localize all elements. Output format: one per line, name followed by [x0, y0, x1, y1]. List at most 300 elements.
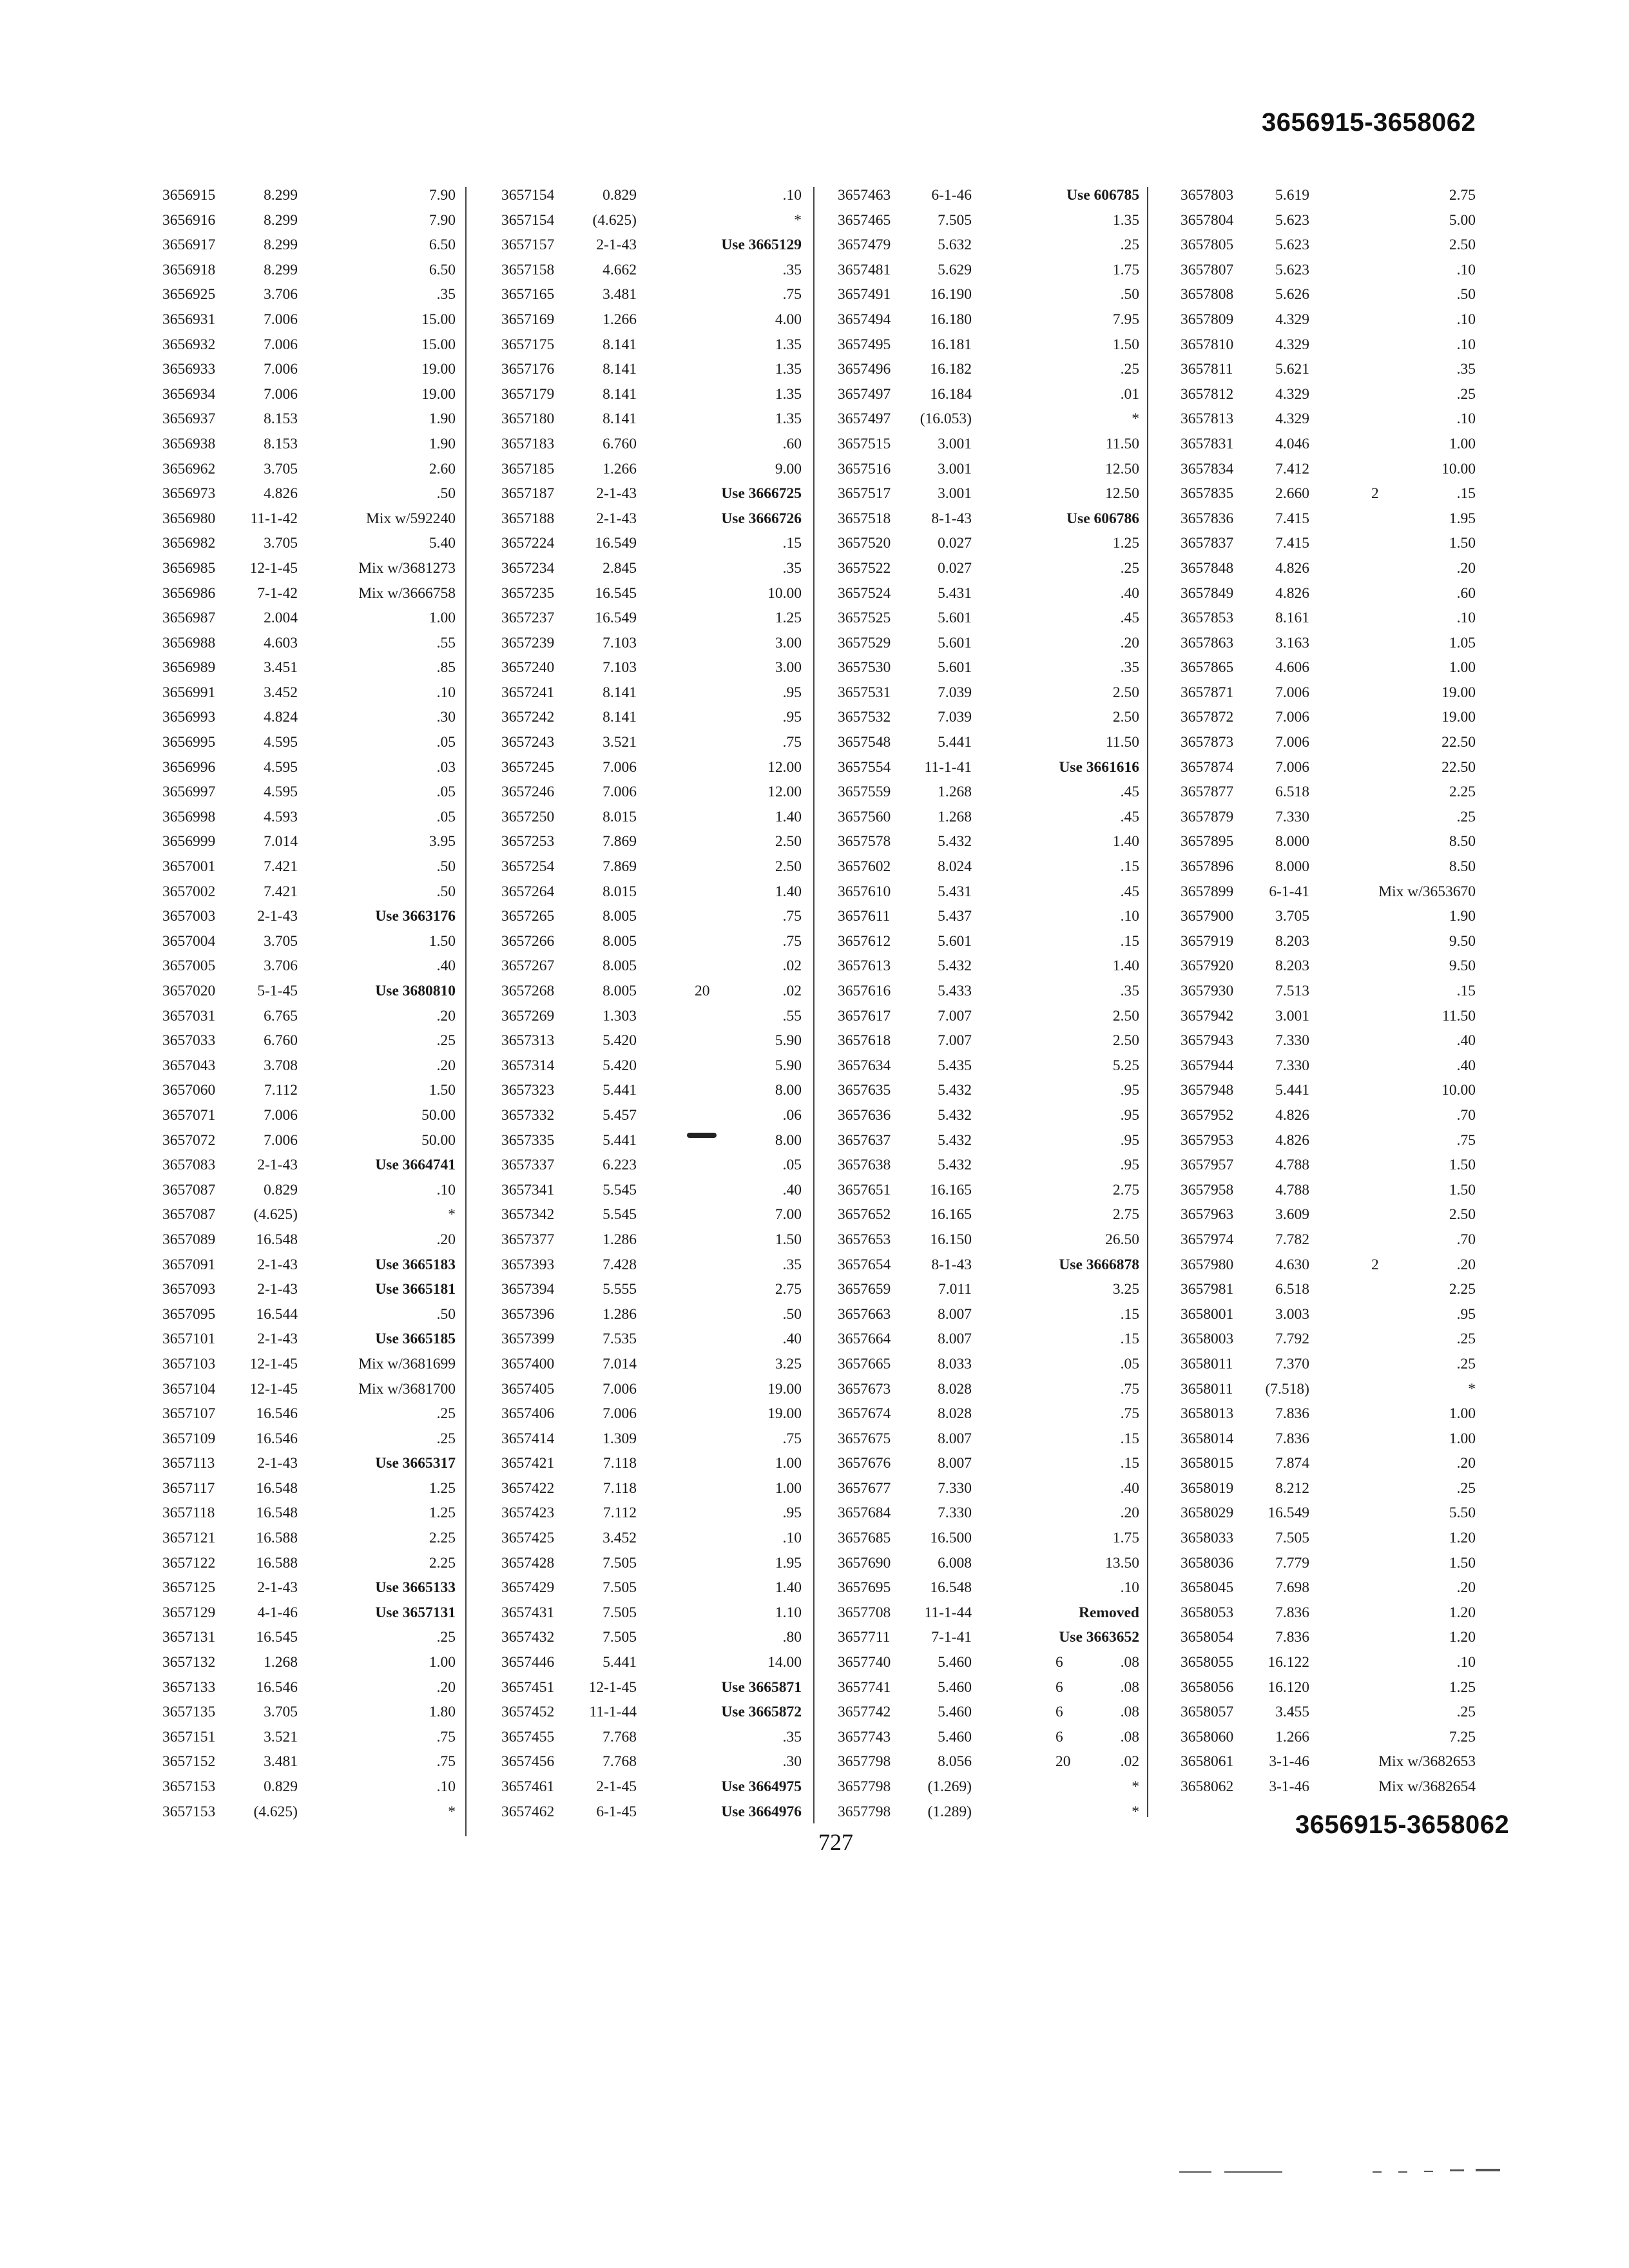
list-value: Mix w/3682653: [1378, 1753, 1476, 1771]
part-number: 3657129: [162, 1604, 216, 1621]
list-value: .15: [1120, 932, 1139, 950]
price-or-date: 5.545: [602, 1206, 637, 1224]
table-row: [501, 1103, 804, 1128]
table-row: [1181, 1277, 1477, 1302]
list-value: 1.90: [1449, 908, 1476, 925]
table-row: [838, 1078, 1142, 1103]
list-value: .25: [436, 1430, 456, 1447]
table-row: [1181, 1427, 1477, 1452]
list-value: Use 3663176: [375, 908, 456, 925]
price-or-date: 8.141: [602, 410, 637, 428]
list-value: .10: [1456, 311, 1476, 328]
part-number: 3657003: [162, 908, 216, 925]
part-number: 3657611: [838, 908, 891, 925]
list-value: 5.40: [429, 535, 456, 552]
table-row: [838, 1800, 1142, 1825]
part-number: 3656999: [162, 833, 216, 850]
list-value: 15.00: [421, 336, 456, 353]
price-or-date: 7.103: [602, 634, 637, 651]
list-value: .35: [782, 559, 802, 577]
table-row: [838, 307, 1142, 332]
part-number: 3658014: [1181, 1430, 1234, 1447]
list-value: 1.80: [429, 1704, 456, 1721]
table-row: [1181, 1476, 1477, 1501]
price-or-date: 16.165: [930, 1181, 972, 1198]
list-value: .45: [1120, 610, 1139, 627]
part-number: 3657400: [501, 1355, 555, 1372]
part-number: 3657087: [162, 1181, 216, 1198]
table-row: [838, 1327, 1142, 1352]
price-or-date: 3.001: [938, 485, 972, 503]
price-or-date: 16.548: [256, 1504, 298, 1522]
price-or-date: 7.505: [1275, 1530, 1309, 1547]
part-number: 3658033: [1181, 1530, 1234, 1547]
table-row: [501, 1575, 804, 1600]
list-value: 1.35: [1112, 211, 1139, 229]
table-row: [162, 1153, 461, 1178]
part-number: 3657185: [501, 460, 555, 477]
price-or-date: 8.005: [602, 932, 637, 950]
list-value: 9.00: [775, 460, 802, 477]
list-value: .15: [1120, 1305, 1139, 1323]
list-value: 1.00: [429, 1654, 456, 1671]
price-or-date: 7.330: [1275, 808, 1309, 825]
price-or-date: 7.006: [602, 783, 637, 801]
price-or-date: 8.007: [938, 1430, 972, 1447]
price-or-date: 2-1-43: [596, 510, 637, 527]
part-number: 3657429: [501, 1579, 555, 1597]
table-row: [1181, 1625, 1477, 1650]
list-value: 1.40: [775, 883, 802, 900]
part-number: 3656986: [162, 584, 216, 602]
part-number: 3657810: [1181, 336, 1234, 353]
list-value: .40: [1456, 1057, 1476, 1074]
list-value: .50: [1120, 286, 1139, 303]
table-row: [162, 929, 461, 954]
part-number: 3657240: [501, 659, 555, 677]
table-row: [162, 307, 461, 332]
part-number: 3657812: [1181, 385, 1234, 403]
price-or-date: 16.120: [1268, 1678, 1309, 1696]
price-or-date: 4-1-46: [257, 1604, 298, 1621]
part-number: 3657676: [838, 1455, 891, 1472]
table-row: [501, 1526, 804, 1551]
price-or-date: 7.370: [1275, 1355, 1309, 1372]
table-row: [501, 1178, 804, 1203]
scan-mark: [1398, 2171, 1407, 2173]
price-or-date: 8.005: [602, 908, 637, 925]
table-row: [838, 755, 1142, 780]
table-row: [501, 1377, 804, 1402]
price-or-date: 4.826: [1275, 559, 1309, 577]
price-or-date: 16.548: [256, 1479, 298, 1497]
part-number: 3657803: [1181, 187, 1234, 204]
part-number: 3658060: [1181, 1728, 1234, 1745]
list-value: .50: [436, 1305, 456, 1323]
list-value: 1.05: [1449, 634, 1476, 651]
price-or-date: 3.705: [264, 932, 298, 950]
list-value: 11.50: [1105, 435, 1139, 452]
part-number: 3657654: [838, 1256, 891, 1273]
part-number: 3658055: [1181, 1654, 1234, 1671]
part-number: 3656933: [162, 361, 216, 378]
list-value: .35: [782, 261, 802, 278]
part-number: 3656980: [162, 510, 216, 527]
list-value: 1.25: [1449, 1678, 1476, 1696]
part-number: 3657332: [501, 1106, 555, 1124]
table-row: [838, 506, 1142, 532]
part-number: 3657314: [501, 1057, 555, 1074]
part-number: 3657895: [1181, 833, 1234, 850]
part-number: 3657811: [1181, 361, 1233, 378]
scan-mark: [1373, 2171, 1382, 2173]
price-or-date: 3-1-46: [1269, 1753, 1309, 1771]
list-value: Use 3680810: [375, 983, 456, 999]
part-number: 3657974: [1181, 1231, 1234, 1248]
part-number: 3657809: [1181, 311, 1234, 328]
part-number: 3657113: [162, 1455, 215, 1472]
list-value: 5.25: [1112, 1057, 1139, 1074]
price-or-date: 8.005: [602, 983, 637, 999]
part-number: 3657421: [501, 1455, 555, 1472]
price-or-date: 16.549: [595, 535, 637, 552]
price-or-date: 3.001: [938, 435, 972, 452]
price-or-date: 8.028: [938, 1405, 972, 1423]
table-row: [1181, 680, 1477, 706]
table-row: [162, 581, 461, 606]
part-number: 3657414: [501, 1430, 555, 1447]
list-value: 5.50: [1449, 1504, 1476, 1522]
table-row: [162, 829, 461, 854]
price-or-date: 2-1-43: [257, 1281, 298, 1298]
list-value: Use 3664976: [721, 1803, 802, 1820]
list-value: 5.00: [1449, 211, 1476, 229]
list-value: .25: [436, 1032, 456, 1050]
list-value: .25: [1456, 808, 1476, 825]
part-number: 3657083: [162, 1157, 216, 1174]
list-value: .05: [1120, 1355, 1139, 1372]
table-row: [1181, 1178, 1477, 1203]
list-value: .95: [782, 709, 802, 726]
price-or-date: 2-1-43: [257, 1331, 298, 1348]
price-or-date: 1.286: [602, 1305, 637, 1323]
part-number: 3657122: [162, 1554, 216, 1571]
price-or-date: 8.203: [1275, 932, 1309, 950]
part-number: 3657953: [1181, 1131, 1234, 1149]
price-or-date: 5.632: [938, 236, 972, 254]
table-row: [1181, 705, 1477, 730]
list-value: .95: [1456, 1305, 1476, 1323]
price-or-date: 5.435: [938, 1057, 972, 1074]
list-value: Mix w/3653670: [1378, 883, 1476, 900]
price-or-date: 3.706: [264, 286, 298, 303]
price-or-date: 8.299: [264, 236, 298, 254]
part-number: 3658056: [1181, 1678, 1234, 1696]
part-number: 3657246: [501, 783, 555, 801]
table-row: [838, 1501, 1142, 1526]
part-number: 3657675: [838, 1430, 891, 1447]
list-value: .30: [436, 709, 456, 726]
list-value: .10: [1456, 261, 1476, 278]
list-value: 1.40: [1112, 957, 1139, 975]
price-or-date: 16.588: [256, 1530, 298, 1547]
table-row: [501, 357, 804, 382]
table-row: [1181, 1650, 1477, 1675]
part-number: 3657742: [838, 1704, 891, 1721]
price-or-date: 7.505: [938, 211, 972, 229]
price-or-date: 0.027: [938, 559, 972, 577]
table-row: [838, 1178, 1142, 1203]
price-or-date: 2-1-43: [257, 1157, 298, 1174]
part-number: 3657798: [838, 1803, 891, 1820]
table-row: [1181, 307, 1477, 332]
table-row: [501, 954, 804, 979]
price-or-date: 16.165: [930, 1206, 972, 1224]
list-value: Use 3665183: [375, 1256, 456, 1273]
list-value: Use 3661616: [1059, 758, 1139, 776]
part-number: 3658053: [1181, 1604, 1234, 1621]
part-number: 3657157: [501, 236, 555, 254]
list-value: .08: [1120, 1654, 1139, 1671]
table-row: [501, 407, 804, 432]
table-row: [501, 680, 804, 706]
price-or-date: 5.601: [938, 634, 972, 651]
list-value: 1.40: [1112, 833, 1139, 850]
part-number: 3657423: [501, 1504, 555, 1522]
part-number: 3657265: [501, 908, 555, 925]
part-number: 3657805: [1181, 236, 1234, 254]
list-value: 6.50: [429, 236, 456, 254]
table-row: [501, 1600, 804, 1626]
part-number: 3657690: [838, 1554, 891, 1571]
list-value: .03: [436, 758, 456, 776]
table-row: [838, 183, 1142, 208]
price-or-date: 2.845: [602, 559, 637, 577]
table-row: [1181, 1103, 1477, 1128]
part-number: 3657245: [501, 758, 555, 776]
price-or-date: 16.588: [256, 1554, 298, 1571]
list-value: .55: [436, 634, 456, 651]
price-or-date: 7.836: [1275, 1430, 1309, 1447]
part-number: 3657652: [838, 1206, 891, 1224]
part-number: 3656996: [162, 758, 216, 776]
price-or-date: 7.006: [1275, 758, 1309, 776]
list-value: 1.00: [1449, 1405, 1476, 1423]
list-value: 2.25: [429, 1530, 456, 1547]
table-row: [838, 1476, 1142, 1501]
list-value: .40: [1120, 1479, 1139, 1497]
list-value: 19.00: [1441, 684, 1476, 701]
list-value: 1.00: [775, 1455, 802, 1472]
list-value: 1.50: [429, 932, 456, 950]
part-number: 3657834: [1181, 460, 1234, 477]
part-number: 3657952: [1181, 1106, 1234, 1124]
list-value: Removed: [1079, 1604, 1139, 1621]
price-or-date: 4.593: [264, 808, 298, 825]
list-value: .25: [1120, 361, 1139, 378]
price-or-date: 16.150: [930, 1231, 972, 1248]
quantity: 20: [695, 983, 710, 999]
table-row: [1181, 1526, 1477, 1551]
part-number: 3657118: [162, 1504, 215, 1522]
table-row: [838, 432, 1142, 457]
table-row: [1181, 805, 1477, 830]
part-number: 3657377: [501, 1231, 555, 1248]
price-or-date: 5.621: [1275, 361, 1309, 378]
price-or-date: 5.623: [1275, 261, 1309, 278]
table-row: [501, 1675, 804, 1700]
price-or-date: 4.826: [1275, 1131, 1309, 1149]
list-value: Use 3666726: [721, 510, 802, 527]
list-value: .75: [782, 286, 802, 303]
list-value: 1.35: [775, 336, 802, 353]
list-value: .25: [1120, 236, 1139, 254]
table-row: [162, 1302, 461, 1327]
list-value: 19.00: [767, 1405, 802, 1423]
list-value: .25: [1456, 1355, 1476, 1372]
price-or-date: 3.706: [264, 957, 298, 975]
price-or-date: 7-1-42: [257, 584, 298, 602]
list-value: 11.50: [1441, 1007, 1476, 1024]
table-row: [501, 531, 804, 556]
list-value: .75: [782, 908, 802, 925]
list-value: 1.50: [1449, 1554, 1476, 1571]
price-or-date: 6-1-45: [596, 1803, 637, 1820]
table-row: [1181, 829, 1477, 854]
price-or-date: 16.181: [930, 336, 972, 353]
part-number: 3657323: [501, 1082, 555, 1099]
list-value: 2.50: [1112, 1032, 1139, 1050]
part-number: 3657532: [838, 709, 891, 726]
table-row: [1181, 780, 1477, 805]
table-row: [162, 780, 461, 805]
list-value: .95: [1120, 1106, 1139, 1124]
list-value: Mix w/3682654: [1378, 1778, 1476, 1795]
list-value: 1.50: [1112, 336, 1139, 353]
list-value: Use 3664975: [721, 1778, 802, 1795]
table-row: [162, 755, 461, 780]
table-row: [838, 979, 1142, 1004]
list-value: .70: [1456, 1231, 1476, 1248]
list-value: 1.75: [1112, 1530, 1139, 1547]
price-or-date: 7.006: [1275, 709, 1309, 726]
price-or-date: 7.007: [938, 1032, 972, 1050]
list-value: Use 3665185: [375, 1331, 456, 1348]
price-or-date: 8-1-43: [931, 1256, 972, 1273]
price-or-date: 0.829: [602, 187, 637, 204]
part-number: 3657089: [162, 1231, 216, 1248]
table-row: [162, 258, 461, 283]
part-number: 3656973: [162, 485, 216, 503]
list-value: .40: [436, 957, 456, 975]
price-or-date: 5.432: [938, 833, 972, 850]
table-row: [1181, 755, 1477, 780]
price-or-date: 6.223: [602, 1157, 637, 1174]
table-row: [838, 208, 1142, 233]
table-row: [1181, 258, 1477, 283]
list-value: 7.25: [1449, 1728, 1476, 1745]
table-row: [162, 531, 461, 556]
table-row: [501, 332, 804, 358]
price-or-date: 7.006: [264, 311, 298, 328]
part-number: 3657422: [501, 1479, 555, 1497]
table-row: [501, 631, 804, 656]
list-value: Mix w/3681700: [358, 1380, 456, 1398]
price-or-date: 5.623: [1275, 211, 1309, 229]
list-value: Mix w/3666758: [358, 584, 456, 602]
table-row: [1181, 357, 1477, 382]
list-value: .25: [1456, 1479, 1476, 1497]
price-or-date: 7.421: [264, 883, 298, 900]
list-value: *: [448, 1206, 456, 1224]
list-value: .15: [1120, 1430, 1139, 1447]
price-or-date: 16.122: [1268, 1654, 1309, 1671]
column-divider: [465, 187, 467, 1836]
part-number: 3657087: [162, 1206, 216, 1224]
list-value: 19.00: [767, 1380, 802, 1398]
list-value: 2.75: [1449, 187, 1476, 204]
part-number: 3657530: [838, 659, 891, 677]
part-number: 3657613: [838, 957, 891, 975]
price-or-date: 7.006: [264, 336, 298, 353]
part-number: 3657125: [162, 1579, 216, 1597]
part-number: 3657465: [838, 211, 891, 229]
list-value: Use 606785: [1066, 187, 1139, 204]
part-number: 3657674: [838, 1405, 891, 1423]
part-number: 3657877: [1181, 783, 1234, 801]
table-row: [162, 357, 461, 382]
price-or-date: 11-1-41: [924, 758, 972, 776]
table-row: [838, 1675, 1142, 1700]
list-value: .50: [1456, 286, 1476, 303]
part-number: 3657518: [838, 510, 891, 527]
part-number: 3657451: [501, 1678, 555, 1696]
price-or-date: 7.505: [602, 1604, 637, 1621]
quantity: 2: [1371, 1256, 1379, 1273]
list-value: 1.25: [429, 1479, 456, 1497]
price-or-date: 11-1-42: [250, 510, 298, 527]
list-value: .08: [1120, 1704, 1139, 1721]
table-row: [838, 282, 1142, 307]
price-or-date: 4.606: [1275, 659, 1309, 677]
part-number: 3657093: [162, 1281, 216, 1298]
table-row: [1181, 1302, 1477, 1327]
table-row: [838, 258, 1142, 283]
table-row: [501, 1774, 804, 1800]
list-value: .10: [1120, 1579, 1139, 1597]
price-or-date: 7.792: [1275, 1331, 1309, 1348]
part-number: 3657394: [501, 1281, 555, 1298]
price-or-date: 5.626: [1275, 286, 1309, 303]
part-number: 3657849: [1181, 584, 1234, 602]
part-number: 3657241: [501, 684, 555, 701]
table-row: [162, 506, 461, 532]
price-or-date: 7.415: [1275, 510, 1309, 527]
list-value: 15.00: [421, 311, 456, 328]
list-value: .05: [436, 808, 456, 825]
table-row: [501, 183, 804, 208]
table-row: [1181, 1675, 1477, 1700]
price-or-date: 1.266: [1275, 1728, 1309, 1745]
table-row: [501, 1128, 804, 1153]
part-number: 3657958: [1181, 1181, 1234, 1198]
list-value: 4.00: [775, 311, 802, 328]
table-row: [162, 655, 461, 680]
list-value: .10: [1456, 336, 1476, 353]
part-number: 3657337: [501, 1157, 555, 1174]
table-row: [162, 1202, 461, 1227]
table-row: [838, 854, 1142, 879]
